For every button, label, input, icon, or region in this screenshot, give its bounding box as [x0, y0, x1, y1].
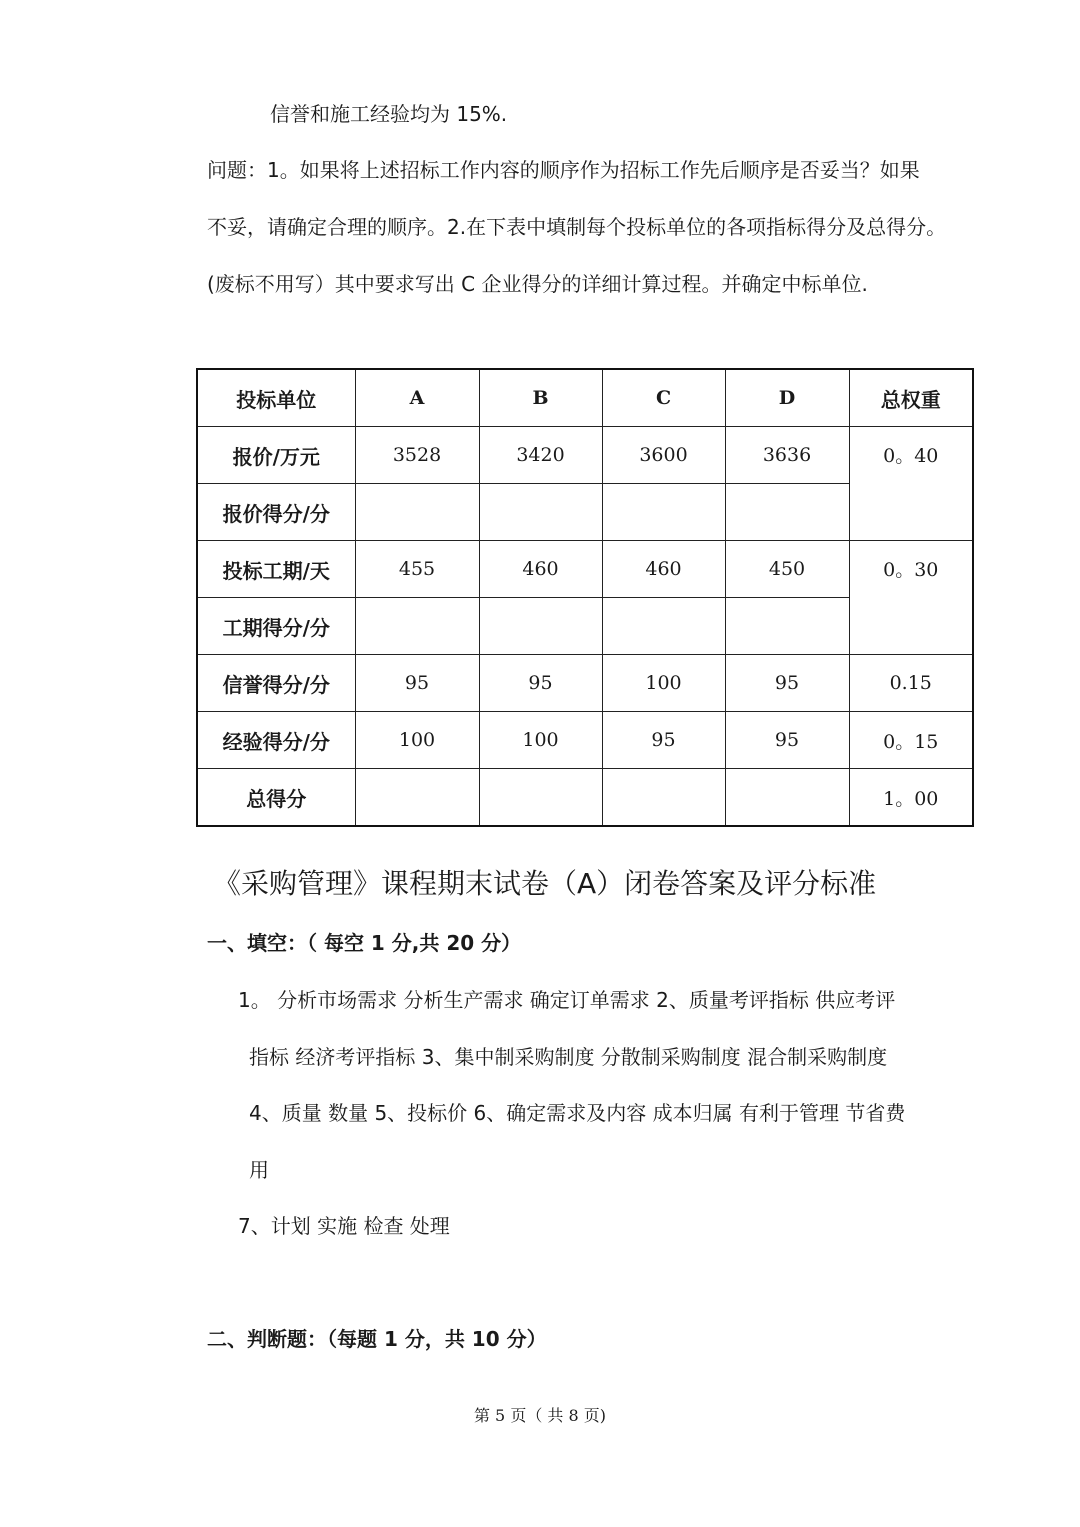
table-cell [602, 598, 725, 655]
table-cell: 100 [355, 712, 479, 769]
page-footer: 第 5 页（ 共 8 页) [473, 1406, 607, 1425]
table-cell: 460 [479, 541, 602, 598]
row-label: 投标工期/天 [197, 541, 355, 598]
table-row [197, 712, 973, 769]
table-cell [479, 769, 602, 827]
weight-cell: 1。00 [849, 769, 973, 827]
table-cell: 3600 [602, 427, 725, 484]
table-cell: 95 [355, 655, 479, 712]
table-cell: 460 [602, 541, 725, 598]
weight-cell: 0.15 [849, 655, 973, 712]
header-b: B [479, 369, 602, 427]
table-cell [725, 598, 849, 655]
table-cell: 3636 [725, 427, 849, 484]
table-row [197, 769, 973, 827]
table-row [197, 541, 973, 598]
table-cell: 95 [725, 655, 849, 712]
table-cell: 95 [725, 712, 849, 769]
intro-line-2: 问题：1。如果将上述招标工作内容的顺序作为招标工作先后顺序是否妥当？如果 [207, 158, 920, 182]
table-row [197, 427, 973, 484]
table-cell [479, 484, 602, 541]
weight-cell: 0。40 [849, 427, 973, 541]
table-cell: 100 [479, 712, 602, 769]
header-weight: 总权重 [849, 369, 973, 427]
table-cell [725, 769, 849, 827]
table-cell: 100 [602, 655, 725, 712]
table-cell [355, 484, 479, 541]
answer-title: 《采购管理》课程期末试卷（A）闭卷答案及评分标准 [213, 867, 877, 900]
table-header-row [197, 369, 973, 427]
header-d: D [725, 369, 849, 427]
section2-heading: 二、判断题：（每题 1 分，共 10 分） [207, 1327, 547, 1351]
table-cell [355, 598, 479, 655]
intro-line-1: 信誉和施工经验均为 15%. [270, 102, 508, 126]
row-label: 报价/万元 [197, 427, 355, 484]
table-cell: 3528 [355, 427, 479, 484]
answer-line-5: 7、计划 实施 检查 处理 [238, 1214, 450, 1238]
intro-line-4: (废标不用写）其中要求写出 C 企业得分的详细计算过程。并确定中标单位. [207, 272, 868, 296]
table-cell [602, 769, 725, 827]
table-cell [479, 598, 602, 655]
row-label: 总得分 [197, 769, 355, 827]
header-a: A [355, 369, 479, 427]
weight-cell: 0。15 [849, 712, 973, 769]
answer-line-2: 指标 经济考评指标 3、集中制采购制度 分散制采购制度 混合制采购制度 [249, 1045, 888, 1069]
table-cell [725, 484, 849, 541]
answer-line-1: 1。 分析市场需求 分析生产需求 确定订单需求 2、质量考评指标 供应考评 [238, 988, 896, 1012]
row-label: 工期得分/分 [197, 598, 355, 655]
table-row [197, 655, 973, 712]
row-label: 报价得分/分 [197, 484, 355, 541]
table-cell [602, 484, 725, 541]
weight-cell: 0。30 [849, 541, 973, 655]
section1-heading: 一、填空：（ 每空 1 分,共 20 分） [207, 931, 522, 955]
bid-score-table [196, 368, 974, 827]
header-bidder: 投标单位 [197, 369, 355, 427]
table-cell [355, 769, 479, 827]
table-cell: 95 [479, 655, 602, 712]
table-cell: 95 [602, 712, 725, 769]
table-cell: 450 [725, 541, 849, 598]
header-c: C [602, 369, 725, 427]
table-cell: 455 [355, 541, 479, 598]
answer-line-4: 用 [249, 1158, 269, 1182]
row-label: 经验得分/分 [197, 712, 355, 769]
answer-line-3: 4、质量 数量 5、投标价 6、确定需求及内容 成本归属 有利于管理 节省费 [249, 1101, 906, 1125]
row-label: 信誉得分/分 [197, 655, 355, 712]
intro-line-3: 不妥，请确定合理的顺序。2.在下表中填制每个投标单位的各项指标得分及总得分。 [207, 215, 947, 239]
table-cell: 3420 [479, 427, 602, 484]
